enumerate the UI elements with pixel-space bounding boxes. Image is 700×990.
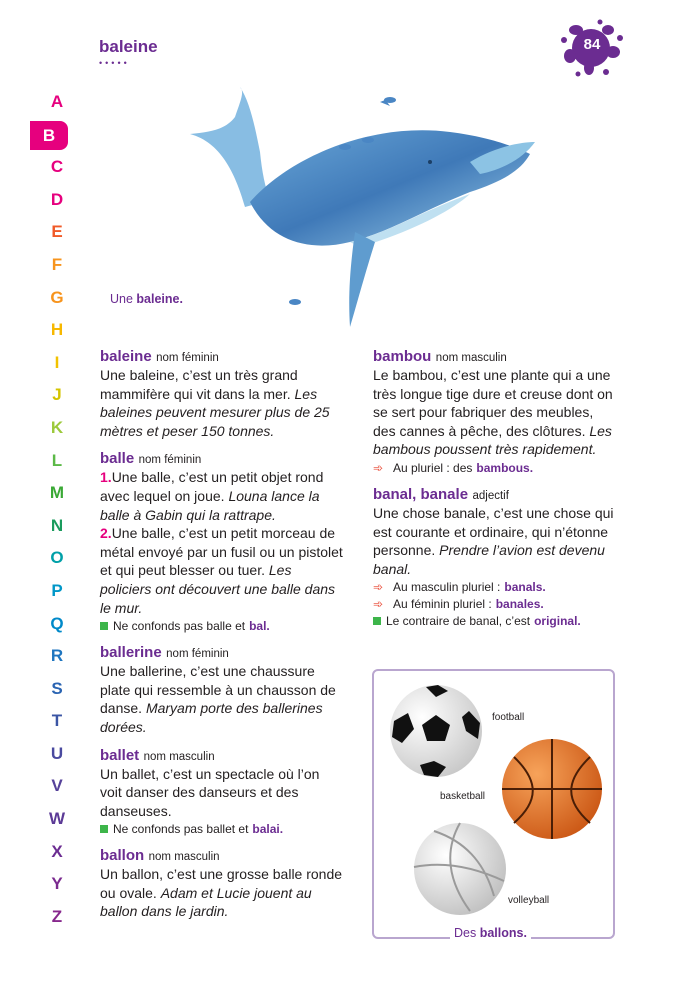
entry-bambou (373, 348, 618, 476)
basketball-label: basketball (440, 791, 486, 802)
letter-y[interactable]: Y (51, 874, 63, 894)
letter-o[interactable]: O (50, 548, 64, 568)
headword: balle (100, 450, 135, 468)
part-of-speech: nom masculin (143, 750, 215, 763)
letter-d[interactable]: D (50, 189, 64, 209)
letter-u[interactable]: U (50, 743, 64, 763)
definition-1: 1.Une balle, c’est un petit objet rond avec lequel on joue. Louna lance la balle à Gabin qui la rattrape. (100, 469, 324, 523)
definition: Un ballet, c’est un spectacle où l’on voit danser des danseurs et des danseuses. (100, 765, 320, 819)
part-of-speech: adjectif (472, 489, 509, 502)
header-dots: ••••• (99, 58, 130, 68)
letter-h[interactable]: H (50, 320, 64, 340)
balls-illustration-box (372, 669, 615, 939)
letter-q[interactable]: Q (50, 613, 64, 633)
arrow-icon: ➾ (373, 597, 384, 612)
left-column (100, 348, 345, 931)
note: Ne confonds pas balle et bal. (100, 618, 345, 634)
definition: Le bambou, c’est une plante qui a une très longue tige dure et creuse dont on se sert pour fabriquer des meubles, des cannes à pêche, des clôtures. Les bambous poussent très rapidement. (373, 367, 613, 458)
entry-ballet (100, 747, 345, 838)
balls-caption: Des ballons. (450, 926, 531, 940)
part-of-speech: nom féminin (156, 352, 219, 364)
basketball-icon (502, 739, 602, 839)
balls-illustration (374, 671, 613, 937)
green-square-icon (373, 617, 381, 625)
letter-f[interactable]: F (51, 254, 63, 274)
letter-t[interactable]: T (51, 711, 63, 731)
letter-g[interactable]: G (50, 287, 64, 307)
letter-r[interactable]: R (50, 646, 64, 666)
right-column (373, 348, 618, 639)
entry-banal (373, 486, 618, 629)
part-of-speech: nom féminin (138, 454, 202, 467)
letter-w[interactable]: W (48, 809, 66, 829)
alphabet-index (34, 86, 80, 933)
football-label: football (492, 712, 525, 723)
football-icon (390, 685, 482, 777)
letter-x[interactable]: X (51, 841, 63, 861)
letter-l[interactable]: L (51, 450, 63, 470)
definition: Une ballerine, c’est une chaussure plate qui ressemble à un chausson de danse. Maryam porte des ballerines dorées. (100, 663, 336, 735)
entry-ballerine (100, 644, 345, 736)
whale-illustration (150, 82, 550, 337)
entry-balle (100, 450, 345, 634)
note: ➾ Au pluriel : des bambous. (373, 460, 534, 475)
part-of-speech: nom masculin (435, 352, 507, 364)
part-of-speech: nom masculin (148, 851, 220, 864)
note-masc-plural: ➾ Au masculin pluriel : banals. (373, 580, 546, 595)
note-fem-plural: ➾ Au féminin pluriel : banales. (373, 597, 544, 612)
letter-k[interactable]: K (50, 417, 64, 437)
headword: ballet (100, 746, 140, 764)
definition-2: 2.Une balle, c’est un petit morceau de métal envoyé par un fusil ou un pistolet et qui peut blesser ou tuer. Les policiers ont découvert une balle dans le mur. (100, 525, 343, 616)
header-word: baleine (99, 37, 158, 56)
green-square-icon (100, 622, 108, 630)
note-antonym: Le contraire de banal, c’est original. (373, 613, 618, 629)
volleyball-icon (414, 823, 506, 915)
arrow-icon: ➾ (373, 580, 384, 595)
letter-c[interactable]: C (50, 157, 64, 177)
part-of-speech: nom féminin (166, 648, 229, 661)
volleyball-label: volleyball (508, 895, 550, 906)
entry-ballon (100, 847, 345, 921)
entry-baleine (100, 348, 345, 440)
arrow-icon: ➾ (373, 460, 384, 475)
headword: banal, banale (373, 485, 469, 503)
letter-s[interactable]: S (51, 678, 63, 698)
letter-z[interactable]: Z (51, 906, 63, 926)
page-number: 84 (583, 36, 601, 53)
letter-m[interactable]: M (49, 483, 65, 503)
headword: ballerine (100, 644, 162, 662)
letter-p[interactable]: P (51, 580, 63, 600)
letter-v[interactable]: V (51, 776, 63, 796)
letter-b[interactable]: B (30, 121, 68, 150)
definition: Une baleine, c’est un très grand mammifère qui vit dans la mer. Les baleines peuvent mesurer plus de 25 mètres et peser 150 tonnes. (100, 367, 330, 439)
headword: bambou (373, 348, 432, 365)
letter-j[interactable]: J (52, 385, 62, 405)
note: Ne confonds pas ballet et balai. (100, 821, 345, 837)
whale-caption: Une baleine. (110, 292, 183, 306)
letter-n[interactable]: N (50, 515, 64, 535)
definition: Un ballon, c’est une grosse balle ronde ou ovale. Adam et Lucie jouent au ballon dans le jardin. (100, 866, 343, 920)
headword: baleine (100, 348, 152, 365)
letter-i[interactable]: I (54, 352, 60, 372)
definition: Une chose banale, c’est une chose qui est courante et ordinaire, qui n’étonne personne. Prendre l’avion est devenu banal. (373, 504, 614, 577)
letter-e[interactable]: E (51, 222, 63, 242)
green-square-icon (100, 825, 108, 833)
headword: ballon (100, 847, 145, 865)
letter-a[interactable]: A (50, 92, 64, 111)
